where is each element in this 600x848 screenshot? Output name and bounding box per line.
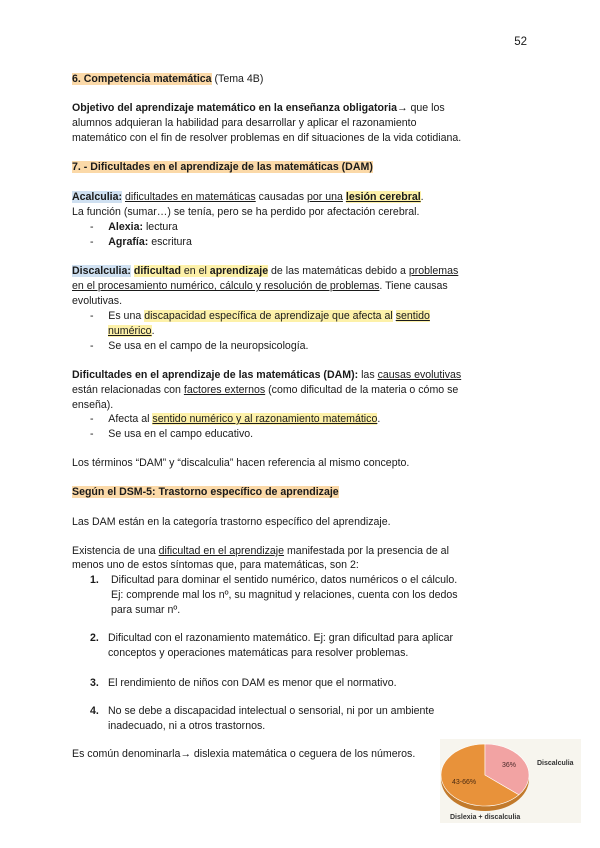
dam-line-2c: (como dificultad de la materia o cómo se: [265, 384, 459, 396]
list-item: - Agrafía: escritura: [90, 236, 192, 248]
section-7-title: 7. - Dificultades en el aprendizaje de las matemáticas (DAM): [72, 161, 373, 173]
dam-text-2: causas evolutivas: [377, 369, 462, 381]
discalculia-item1-b: discapacidad específica de aprendizaje que afecta al: [144, 310, 393, 322]
pie-value-label-discalculia: 36%: [502, 762, 517, 769]
objective-line-1: [72, 101, 445, 116]
discalculia-definition: [72, 264, 458, 279]
agrafia-term: Agrafía:: [108, 236, 149, 248]
list-item: - Afecta al sentido numérico y al razonamiento matemático.: [90, 413, 381, 425]
dam-line-2: [72, 383, 458, 398]
section-6-suffix: (Tema 4B): [211, 73, 264, 85]
numbered-item-line: No se debe a discapacidad intelectual o sensorial, ni por un ambiente: [108, 705, 435, 717]
objective-line-2: alumnos adquieran la habilidad para desarrollar y aplicar el razonamiento: [72, 117, 417, 129]
discalculia-text-3: aprendizaje: [209, 265, 269, 277]
objective-arrow: → que los: [396, 102, 445, 114]
dsm-paragraph-2: [72, 544, 449, 559]
acalculia-text-4: lesión cerebral: [345, 191, 421, 203]
section-6-heading: [72, 72, 263, 87]
dsm-paragraph-2-line-2: menos uno de estos síntomas que, para matemáticas, son 2:: [72, 559, 359, 571]
discalculia-text-4: de las matemáticas debido a: [268, 265, 409, 277]
discalculia-line-2a: en el procesamiento numérico, cálculo y resolución de problemas: [72, 280, 380, 292]
dam-item2: Se usa en el campo educativo.: [108, 428, 254, 440]
pie-value-label-dislexia: 43-66%: [452, 779, 477, 786]
dsm-paragraph-1: Las DAM están en la categoría trastorno específico del aprendizaje.: [72, 516, 391, 528]
discalculia-line-3: evolutivas.: [72, 295, 123, 307]
acalculia-text-3: por una: [306, 191, 343, 203]
acalculia-text-2: causadas: [255, 191, 307, 203]
dam-definition: [72, 368, 461, 383]
acalculia-text-5: .: [420, 191, 424, 203]
dam-line-2b: factores externos: [183, 384, 266, 396]
numbered-item-number: 3.: [90, 677, 99, 689]
legend-label-dislexia: Dislexia + discalculia: [450, 814, 521, 821]
discalculia-item1-e: .: [151, 325, 155, 337]
numbered-item-line: para sumar nº.: [111, 604, 181, 616]
alexia-text: lectura: [143, 221, 178, 233]
pie-chart: [440, 739, 581, 823]
list-item: - Se usa en el campo de la neuropsicología.: [90, 340, 309, 352]
acalculia-line-2: La función (sumar…) se tenía, pero se ha perdido por afectación cerebral.: [72, 206, 420, 218]
dsm-p2-c: manifestada por la presencia de al: [284, 545, 449, 557]
discalculia-item1-d: numérico: [108, 325, 152, 337]
list-item: - Se usa en el campo educativo.: [90, 428, 254, 440]
numbered-item-number: 4.: [90, 705, 99, 717]
section-7-heading: [72, 160, 373, 175]
discalculia-text-1: dificultad: [133, 265, 181, 277]
alexia-term: Alexia:: [108, 221, 143, 233]
dam-line-3: enseña).: [72, 399, 114, 411]
numbered-item-line: El rendimiento de niños con DAM es menor que el normativo.: [108, 677, 397, 689]
legend-label-discalculia: Discalculia: [537, 760, 574, 767]
dsm-heading: [72, 485, 339, 500]
closing-sentence: Es común denominarla→ dislexia matemática o ceguera de los números.: [72, 748, 416, 760]
discalculia-line-2: [72, 279, 448, 294]
dam-line-2a: están relacionadas con: [72, 384, 184, 396]
dsm-p2-b: dificultad en el aprendizaje: [158, 545, 285, 557]
pie-chart-figure: [440, 739, 581, 823]
dsm-p2-a: Existencia de una: [72, 545, 159, 557]
numbered-item-number: 1.: [90, 574, 99, 586]
discalculia-text-2: en el: [180, 265, 210, 277]
discalculia-line-2b: . Tiene causas: [379, 280, 448, 292]
numbered-item-line: conceptos y operaciones matemáticas para resolver problemas.: [108, 647, 409, 659]
discalculia-item2: Se usa en el campo de la neuropsicología.: [108, 340, 309, 352]
list-item-continuation: [108, 324, 155, 339]
list-item: - Alexia: lectura: [90, 221, 178, 233]
dam-item1-b: sentido numérico y al razonamiento matemático: [152, 413, 378, 425]
numbered-item-line: inadecuado, ni a otros trastornos.: [108, 720, 266, 732]
discalculia-item1-a: Es una: [108, 310, 145, 322]
list-item: - Es una discapacidad específica de aprendizaje que afecta al sentido: [90, 310, 430, 322]
section-6-title: 6. Competencia matemática: [72, 73, 212, 85]
discalculia-text-5: problemas: [408, 265, 459, 277]
acalculia-definition: [72, 190, 424, 205]
terms-note: Los términos “DAM” y “discalculia” hacen referencia al mismo concepto.: [72, 457, 410, 469]
discalculia-term: Discalculia:: [72, 265, 131, 277]
dsm-title: Según el DSM-5: Trastorno específico de aprendizaje: [72, 486, 339, 498]
dam-term: Dificultades en el aprendizaje de las matemáticas (DAM):: [72, 369, 359, 381]
numbered-item-line: Dificultad para dominar el sentido numérico, datos numéricos o el cálculo.: [111, 574, 458, 586]
acalculia-text-1: dificultades en matemáticas: [125, 191, 256, 203]
numbered-item-line: Dificultad con el razonamiento matemático. Ej: gran dificultad para aplicar: [108, 632, 454, 644]
discalculia-item1-c: sentido: [395, 310, 430, 322]
acalculia-term: Acalculia:: [72, 191, 123, 203]
dam-item1-a: Afecta al: [108, 413, 153, 425]
numbered-item-line: Ej: comprende mal los nº, su magnitud y relaciones, cuenta con los dedos: [111, 589, 458, 601]
objective-lead: Objetivo del aprendizaje matemático en la enseñanza obligatoria: [72, 102, 397, 114]
dam-text-1: las: [358, 369, 378, 381]
objective-line-3: matemático con el fin de resolver problemas en dif situaciones de la vida cotidiana.: [72, 132, 462, 144]
dam-item1-c: .: [377, 413, 381, 425]
agrafia-text: escritura: [148, 236, 192, 248]
numbered-item-number: 2.: [90, 632, 99, 644]
page-number: 52: [514, 36, 527, 48]
